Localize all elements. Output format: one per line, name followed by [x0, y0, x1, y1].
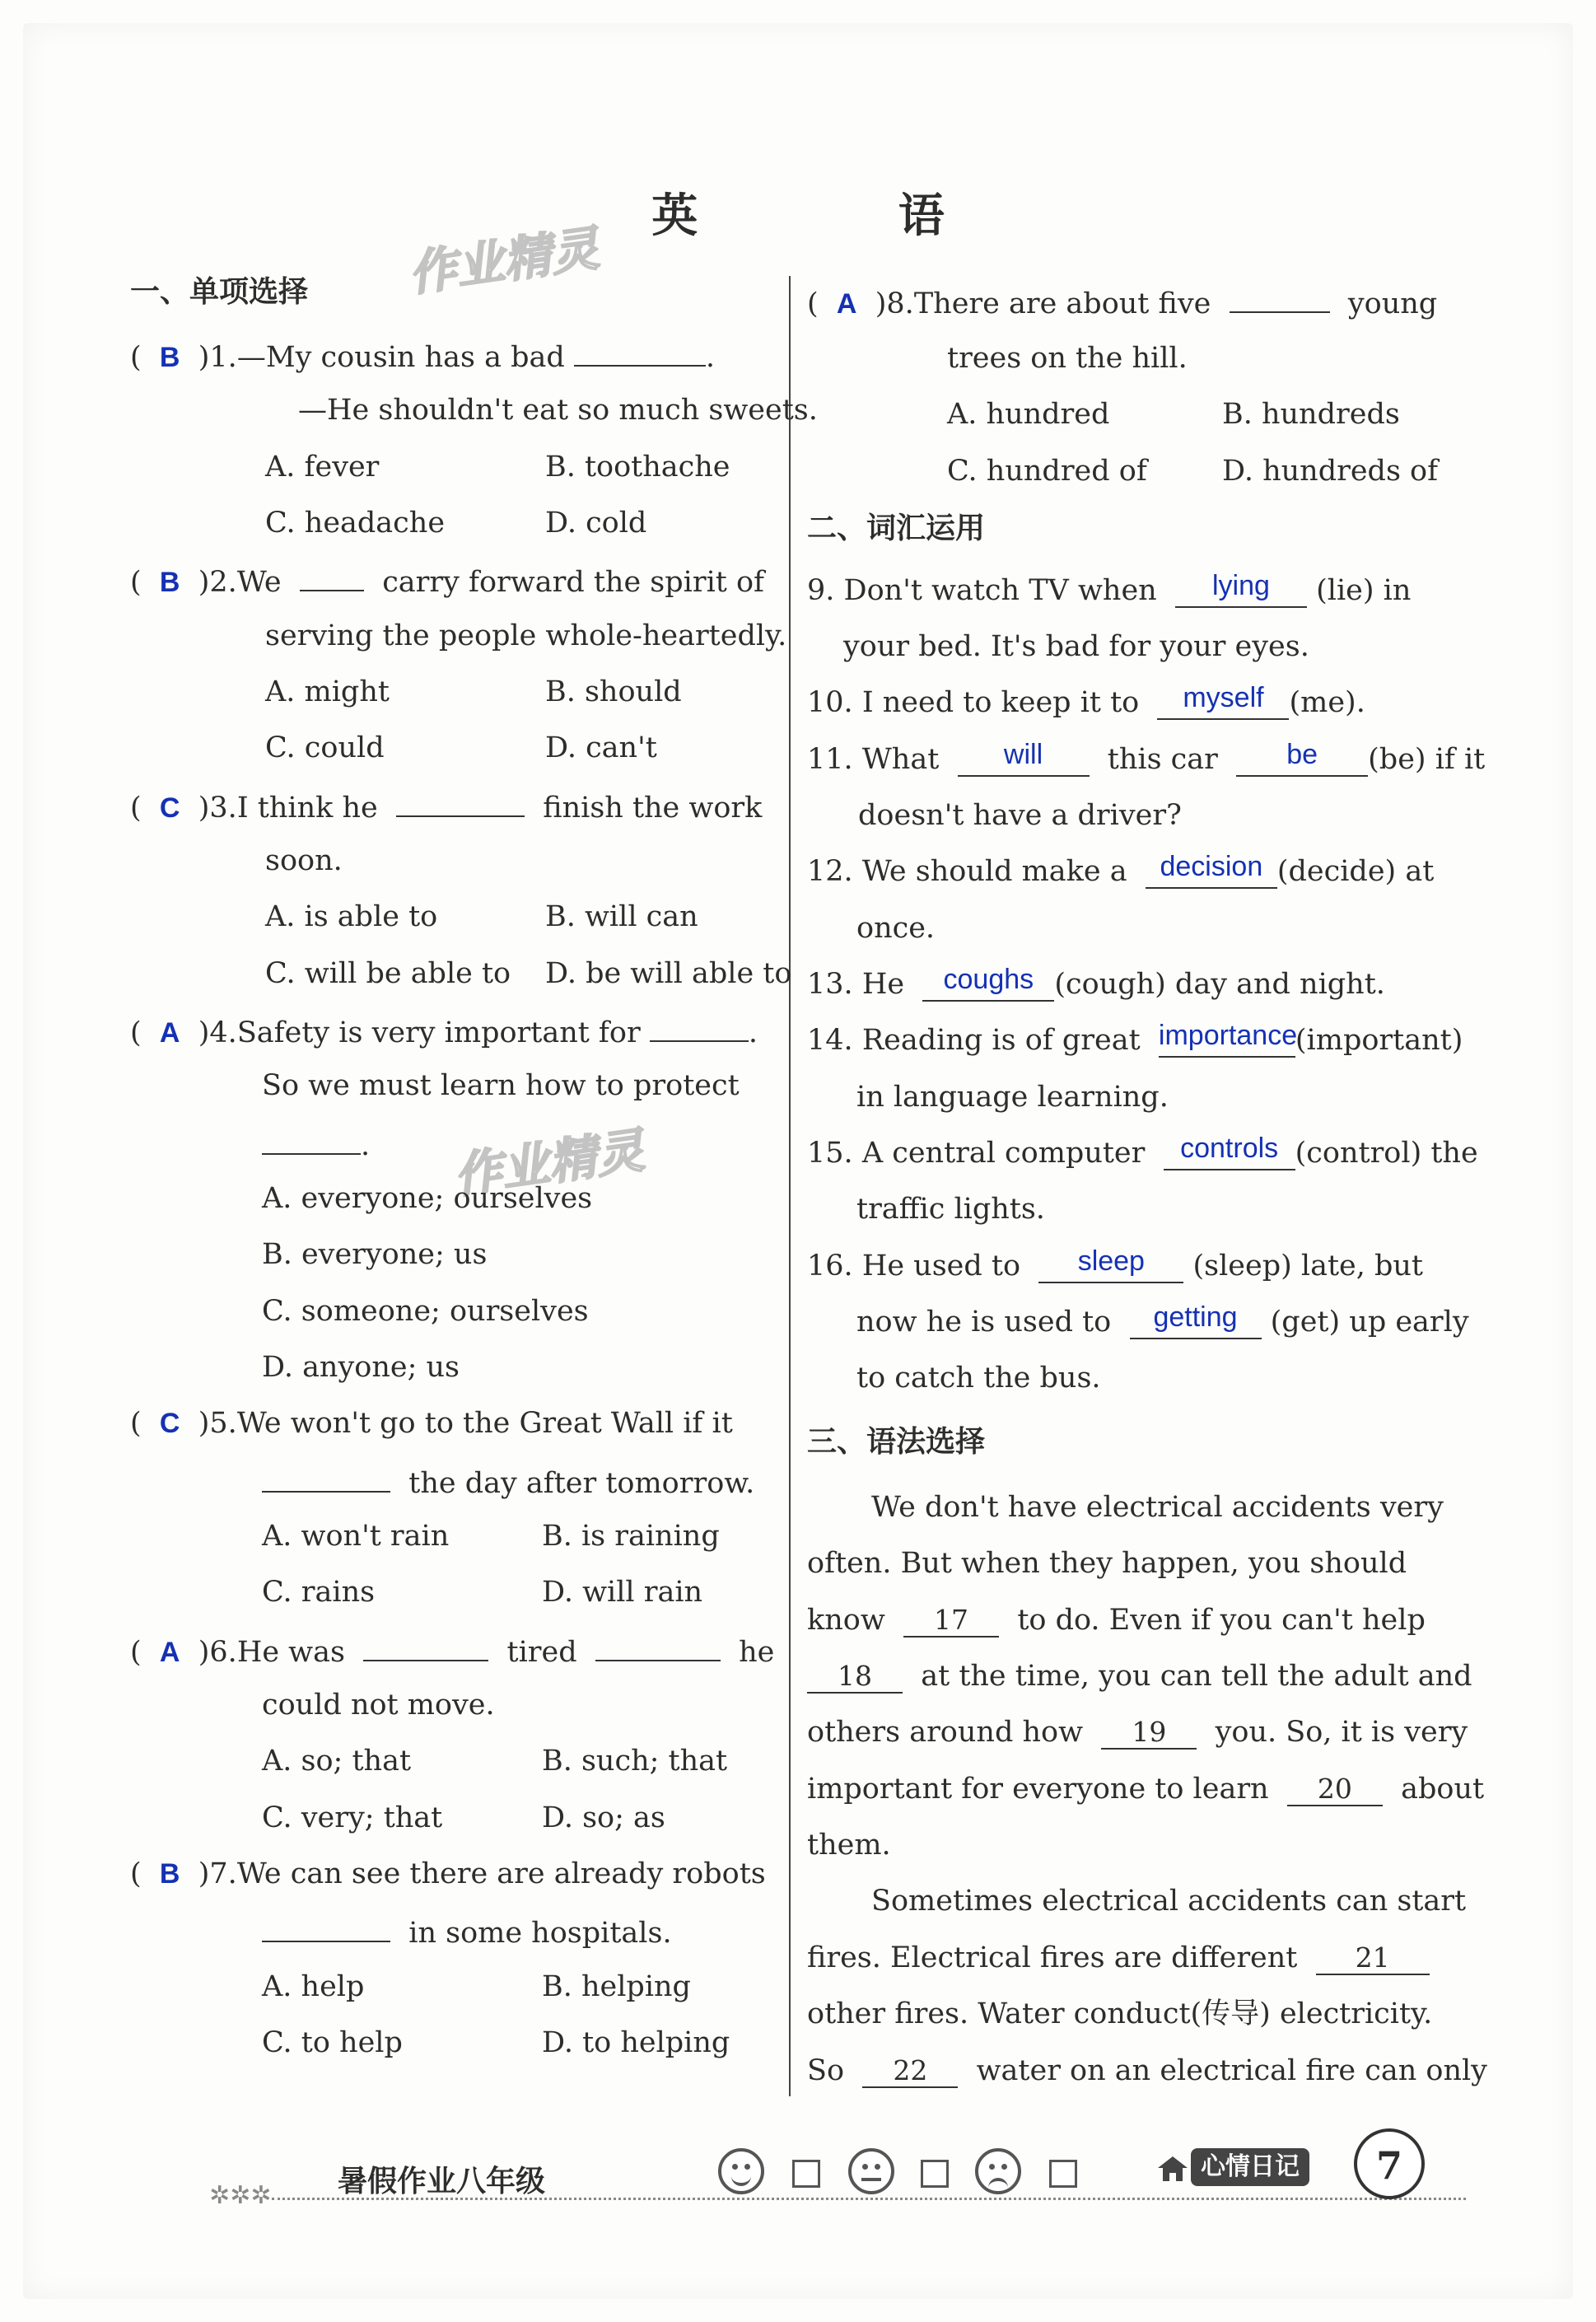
page-footer — [206, 2142, 1402, 2210]
handwritten-answer: be — [1286, 739, 1318, 770]
answer-blank — [1038, 1245, 1183, 1283]
question-6: ( A )6.He was tired he — [130, 1628, 774, 1673]
option: C. someone; ourselves — [262, 1295, 589, 1328]
page-number: 7 — [1354, 2128, 1425, 2199]
option: C. very; that — [262, 1801, 443, 1834]
answer: C — [159, 1408, 180, 1439]
handwritten-answer: getting — [1153, 1301, 1238, 1333]
column-divider — [789, 276, 791, 2096]
option: D. will rain — [542, 1576, 703, 1609]
numbered-blank: 18 — [807, 1661, 903, 1694]
sad-face-icon — [975, 2148, 1021, 2194]
answer-blank — [396, 784, 525, 817]
option: B. will can — [545, 900, 698, 933]
handwritten-answer: coughs — [943, 964, 1034, 995]
handwritten-answer: controls — [1180, 1133, 1279, 1164]
answer-blank — [1230, 280, 1330, 313]
option: B. hundreds — [1222, 398, 1400, 431]
option: D. be will able to — [545, 957, 792, 990]
answer-blank — [574, 334, 706, 367]
passage-line: know 17 to do. Even if you can't help — [807, 1604, 1426, 1637]
question-16-line2: now he is used to getting (get) up early — [856, 1301, 1469, 1339]
answer: A — [159, 1017, 180, 1049]
option: A. is able to — [265, 900, 438, 933]
handwritten-answer: will — [1003, 739, 1043, 770]
question-16: 16. He used to sleep (sleep) late, but — [807, 1245, 1423, 1282]
footer-title: 暑假作业八年级 — [338, 2165, 546, 2198]
option: C. will be able to — [265, 957, 511, 990]
handwritten-answer: lying — [1212, 570, 1270, 601]
option: D. to helping — [542, 2026, 730, 2059]
option: A. hundred — [947, 398, 1110, 431]
answer-blank — [1236, 739, 1368, 777]
handwritten-answer: decision — [1160, 851, 1263, 882]
option: C. hundred of — [947, 455, 1147, 488]
option: A. won't rain — [262, 1520, 450, 1553]
passage-line: often. But when they happen, you should — [807, 1547, 1407, 1580]
answer-blank — [262, 1122, 361, 1155]
question-7: ( B )7.We can see there are already robots — [130, 1857, 766, 1890]
question-15: 15. A central computer controls (control) the — [807, 1133, 1478, 1170]
question-12: 12. We should make a decision (decide) at — [807, 851, 1435, 888]
neutral-face-icon — [848, 2148, 894, 2194]
option: C. rains — [262, 1576, 376, 1609]
question-2: ( B )2.We carry forward the spirit of — [130, 558, 764, 603]
passage-line: other fires. Water conduct(传导) electricity. — [807, 1997, 1433, 2030]
handwritten-answer: myself — [1183, 682, 1264, 713]
option: C. headache — [265, 507, 446, 540]
option: A. might — [265, 675, 390, 708]
answer: A — [836, 288, 857, 320]
worksheet-page: 英 语 作业精灵 作业精灵 一、单项选择 ( B )1.—My cousin has a bad . —He shouldn't eat so much sweets. A. fever B. toothache C. headache D. cold ( B )2.We carry forward the spirit of serving the people whole-heartedly. A. might B. should C. could D. can't ( C )3.I think he finish the work soon. A. is able to B. will can C. will be able to D. be will able to ( A )4.Safety is very important for . So we must learn how to protect . A. everyone; ourselves B. everyone; us C. someone; ourselves D. anyone; us ( C )5.We won't go to the Great Wall if it the day after tomorrow. A. won't rain B. is raining C. rains D. will rain ( A )6.He was tired he could not move. A. so; that B. such; that C. very; that D. so; as ( B )7.We can see there are already robots in some hospitals. A. help B. helping C. to help D. to helping ( A )8.There are about five young trees on the hill. A. hundred B. hundreds C. hundred of D. hundreds of 二、词汇运用 9. Don't watch TV when lying (lie) in your bed. It's bad for your eyes. 10. I need to keep it to myself (me). 11. What will this car be (be) if it doesn't have a driver? 12. We should make a decision (decide) at once. 13. He coughs (cough) day and night. 14. Reading is of great importance(important) in language learning. 15. A central computer controls (control) the traffic lights. 16. He used to sleep (sleep) late, but now he is used to getting (get) up early to catch the bus. 三、语法选择 We don't have electrical accidents very often. But when they happen, you should know 17 to do. Even if you can't help 18 at the time, you can tell the adult and others around how 19 you. So, it is very important for everyone to learn 20 about them. Sometimes electrical accidents can start fires. Electrical fires are different 21 other fires. Water conduct(传导) electricity. So 22 water on an electrical fire can only ✲✲✲ 暑假作业八年级 心情日记 7 — [0, 0, 1596, 2322]
numbered-blank: 20 — [1287, 1773, 1383, 1806]
numbered-blank: 17 — [903, 1605, 999, 1638]
question-13: 13. He coughs (cough) day and night. — [807, 964, 1385, 1001]
passage-line: So 22 water on an electrical fire can only — [807, 2054, 1487, 2087]
answer-blank — [262, 1909, 390, 1942]
mood-checkbox-happy[interactable] — [792, 2160, 820, 2188]
answer: B — [159, 567, 180, 598]
answer-blank — [958, 739, 1090, 777]
answer-blank — [1158, 1020, 1298, 1058]
question-4: ( A )4.Safety is very important for . — [130, 1009, 758, 1054]
answer: B — [159, 1858, 180, 1890]
answer-blank — [1157, 682, 1289, 720]
option: B. is raining — [542, 1520, 720, 1553]
answer-blank — [1175, 570, 1307, 608]
option: D. hundreds of — [1222, 455, 1439, 488]
option: B. toothache — [545, 451, 730, 484]
answer-blank — [1130, 1301, 1262, 1339]
happy-face-icon — [718, 2148, 764, 2194]
passage-line: 18 at the time, you can tell the adult and — [807, 1656, 1472, 1697]
answer-blank — [1164, 1133, 1295, 1170]
passage-line: them. — [807, 1829, 891, 1862]
passage-line: others around how 19 you. So, it is very — [807, 1716, 1468, 1749]
handwritten-answer: sleep — [1077, 1245, 1145, 1277]
passage-line: Sometimes electrical accidents can start — [871, 1885, 1467, 1918]
handwritten-answer: importance — [1158, 1020, 1298, 1051]
question-14: 14. Reading is of great importance(important) — [807, 1020, 1463, 1057]
house-icon — [1156, 2155, 1189, 2183]
answer: B — [159, 342, 180, 373]
question-4-line3: . — [262, 1122, 370, 1166]
question-5-line2: the day after tomorrow. — [262, 1460, 754, 1504]
option: A. everyone; ourselves — [262, 1182, 593, 1215]
option: A. so; that — [262, 1745, 412, 1778]
option: A. help — [262, 1970, 365, 2003]
page-title: 英 语 — [651, 189, 1037, 243]
mood-checkbox-sad[interactable] — [1049, 2160, 1077, 2188]
answer-blank — [1146, 851, 1277, 889]
section-heading: 二、词汇运用 — [807, 512, 986, 545]
option: C. to help — [262, 2026, 403, 2059]
question-10: 10. I need to keep it to myself (me). — [807, 682, 1365, 719]
answer-blank — [922, 964, 1054, 1002]
option: B. helping — [542, 1970, 691, 2003]
answer-blank — [595, 1628, 721, 1661]
question-3: ( C )3.I think he finish the work — [130, 784, 762, 829]
option: A. fever — [265, 451, 380, 484]
answer: A — [159, 1637, 180, 1668]
option: B. everyone; us — [262, 1238, 488, 1271]
mood-checkbox-neutral[interactable] — [921, 2160, 949, 2188]
question-7-line2: in some hospitals. — [262, 1909, 672, 1954]
question-11: 11. What will this car be (be) if it — [807, 739, 1486, 776]
option: D. so; as — [542, 1801, 665, 1834]
option: B. such; that — [542, 1745, 728, 1778]
answer-blank — [300, 558, 364, 591]
question-9: 9. Don't watch TV when lying (lie) in — [807, 570, 1412, 607]
passage-line: fires. Electrical fires are different 21 — [807, 1937, 1430, 1979]
mood-diary-badge: 心情日记 — [1191, 2148, 1309, 2186]
numbered-blank: 21 — [1316, 1942, 1430, 1975]
numbered-blank: 19 — [1101, 1717, 1197, 1750]
question-8: ( A )8.There are about five young — [807, 280, 1437, 325]
passage-line: important for everyone to learn 20 about — [807, 1773, 1485, 1806]
watermark: 作业精灵 — [450, 1122, 648, 1204]
option: D. cold — [545, 507, 647, 540]
answer-blank — [262, 1460, 390, 1493]
answer: C — [159, 792, 180, 824]
question-1: ( B )1.—My cousin has a bad . — [130, 334, 715, 378]
passage-line: We don't have electrical accidents very — [871, 1491, 1444, 1524]
answer-blank — [363, 1628, 488, 1661]
answer-blank — [650, 1009, 749, 1042]
option: C. could — [265, 731, 385, 764]
section-heading: 三、语法选择 — [807, 1425, 986, 1459]
question-5: ( C )5.We won't go to the Great Wall if it — [130, 1407, 733, 1440]
option: D. anyone; us — [262, 1351, 460, 1384]
star-decoration-icon: ✲✲✲ — [209, 2181, 272, 2210]
section-heading: 一、单项选择 — [130, 275, 309, 309]
numbered-blank: 22 — [862, 2055, 958, 2088]
watermark: 作业精灵 — [405, 220, 603, 302]
option: B. should — [545, 675, 682, 708]
option: D. can't — [545, 731, 657, 764]
